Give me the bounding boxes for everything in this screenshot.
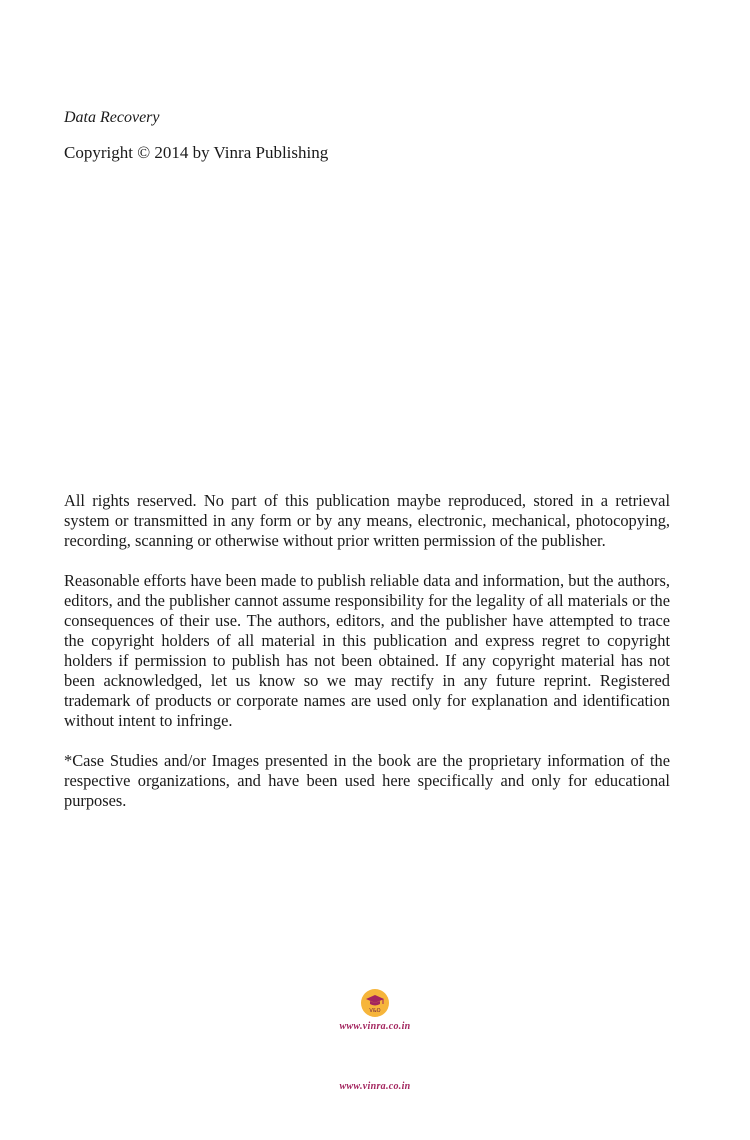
svg-text:V&O: V&O <box>369 1008 381 1014</box>
case-studies-paragraph: *Case Studies and/or Images presented in the book are the proprietary information of the respective organizations, and have been used here specifically and only for educational purposes. <box>64 751 670 810</box>
disclaimer-paragraph: Reasonable efforts have been made to publish reliable data and information, but the authors, editors, and the publisher cannot assume responsibility for the legality of all materials or the consequences of their use. The authors, editors, and the publisher have attempted to trace the copyright holders of all material in this publication and express regret to copyright holders if permission to publish has not been obtained. If any copyright material has not been acknowledged, let us know so we may rectify in any future reprint. Registered trademark of products or corporate names are used only for explanation and identification without intent to infringe. <box>64 571 670 730</box>
legal-text <box>64 491 670 831</box>
copyright-notice: Copyright © 2014 by Vinra Publishing <box>64 143 329 162</box>
rights-reserved-paragraph: All rights reserved. No part of this publication maybe reproduced, stored in a retrieval system or transmitted in any form or by any means, electronic, mechanical, photocopying, recording, scanning or otherwise without prior written permission of the publisher. <box>64 491 670 550</box>
footer-url: www.vinra.co.in <box>339 1081 411 1092</box>
graduation-cap-icon <box>361 989 389 1017</box>
logo-url: www.vinra.co.in <box>339 1021 411 1032</box>
publisher-logo <box>0 989 750 1022</box>
book-title: Data Recovery <box>64 109 160 126</box>
